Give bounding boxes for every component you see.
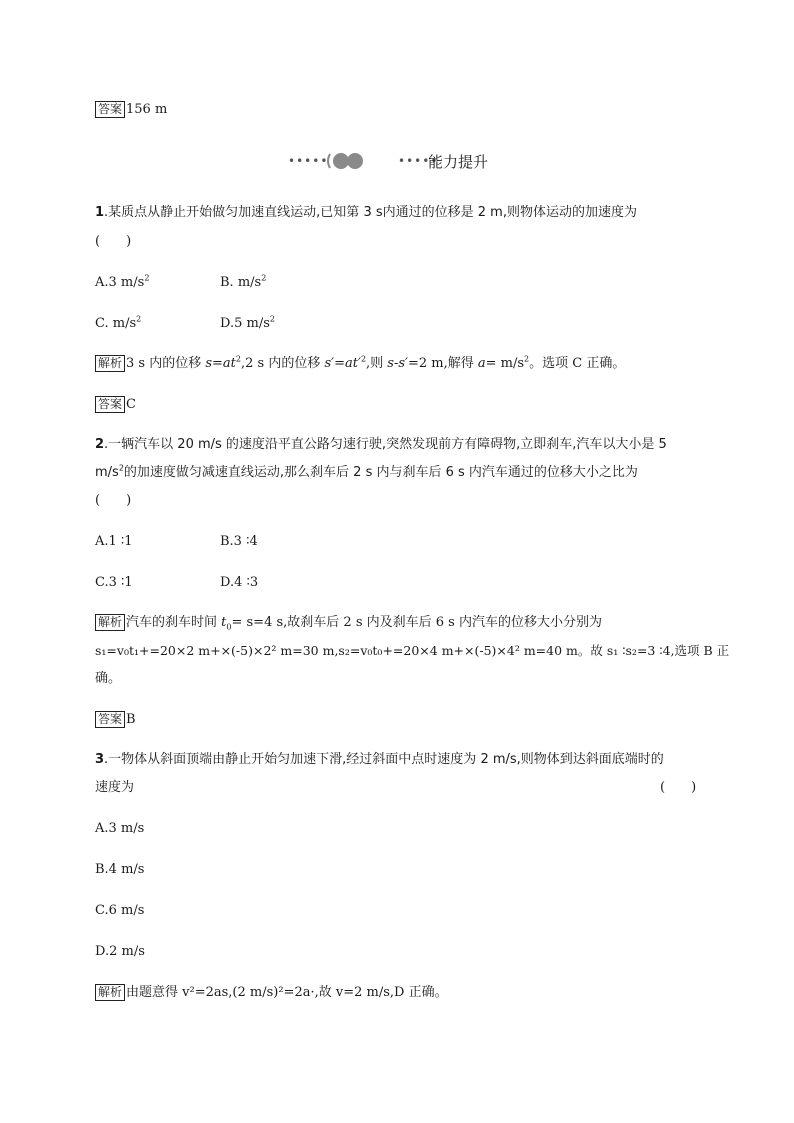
q1-answer-value: C (126, 397, 136, 412)
q2-number: 2 (95, 437, 105, 452)
q3-option-a: A.3 m/s (95, 821, 145, 836)
q3-number: 3 (95, 752, 105, 767)
q3-option-d: D.2 m/s (95, 944, 145, 959)
answer-text: 156 m (126, 102, 168, 117)
q3-option-b: B.4 m/s (95, 862, 145, 877)
explanation-tag: 解析 (95, 614, 125, 631)
section-header (0, 150, 794, 174)
q2-answer-value: B (126, 712, 136, 727)
q1-stem (95, 204, 637, 222)
q1-paren: ( ) (95, 234, 132, 249)
top-answer (95, 101, 167, 119)
q3-option-c: C.6 m/s (95, 903, 145, 918)
q2-paren: ( ) (95, 493, 132, 508)
answer-tag: 答案 (95, 711, 125, 728)
q1-option-b: B. $m/s^2$ (220, 273, 267, 290)
q1-option-a: A.3 $m/s^2$ (95, 273, 150, 290)
q1-explanation: 解析 3 s 内的位移 $s=at^2,2$ s 内的位移 $s'=at'^2$,则 s-s′=2 m,解得 $a= m/s^2$。选项 C 正确。 (95, 355, 625, 373)
section-title: 能力提升 (428, 153, 489, 171)
explanation-tag: 解析 (95, 355, 125, 372)
q2-explanation-line1: 解析 汽车的刹车时间 $t_0= s=4$ s,故刹车后 2 s 内及刹车后 6 s 内汽车的位移大小分别为 (95, 614, 602, 632)
q2-option-b: B.3 ∶4 (220, 534, 258, 549)
q1-answer (95, 396, 136, 414)
q1-line1: .某质点从静止开始做匀加速直线运动,已知第 3 s内通过的位移是 2 m,则物体运动的加速度为 (104, 205, 637, 220)
q2-explanation-line2: s₁=v₀t₁+=20×2 m+×(-5)×2² m=30 m,s₂=v₀t₀+=20×4 m+×(-5)×4² m=40 m。故 s₁ ∶s₂=3 ∶4,选项 B 正 (95, 643, 730, 658)
q1-option-d: D.5 $m/s^2$ (220, 314, 275, 331)
explanation-tag: 解析 (95, 984, 125, 1001)
q3-stem-line2: 速度为 (95, 780, 135, 795)
q1-option-c: C. $m/s^2$ (95, 314, 142, 331)
q2-answer (95, 711, 136, 729)
q2-stem-line1: 2.一辆汽车以 20 m/s 的速度沿平直公路匀速行驶,突然发现前方有障碍物,立即刹车,汽车以大小是 5 (95, 437, 667, 452)
q2-option-d: D.4 ∶3 (220, 575, 259, 590)
q3-explanation-text: 由题意得 v²=2as,(2 m/s)²=2a·,故 v=2 m/s,D 正确。 (126, 985, 448, 1000)
answer-tag: 答案 (95, 396, 125, 413)
dots-left: ••••• (288, 154, 329, 168)
q2-option-a: A.1 ∶1 (95, 534, 133, 549)
answer-tag: 答案 (95, 101, 125, 118)
q2-option-c: C.3 ∶1 (95, 575, 133, 590)
q2-explanation-line3: 确。 (95, 671, 122, 686)
q3-explanation (95, 984, 448, 1002)
q3-paren: ( ) (660, 780, 697, 795)
q1-number: 1 (95, 205, 105, 220)
dots-right: ••••• (398, 154, 439, 168)
q2-stem-line2: $m/s^2$的加速度做匀减速直线运动,那么刹车后 2 s 内与刹车后 6 s 内汽车通过的位移大小之比为 (95, 463, 638, 480)
bubbles-icon (324, 150, 368, 172)
q3-stem-line1: 3.一物体从斜面顶端由静止开始匀加速下滑,经过斜面中点时速度为 2 m/s,则物体到达斜面底端时的 (95, 752, 664, 767)
